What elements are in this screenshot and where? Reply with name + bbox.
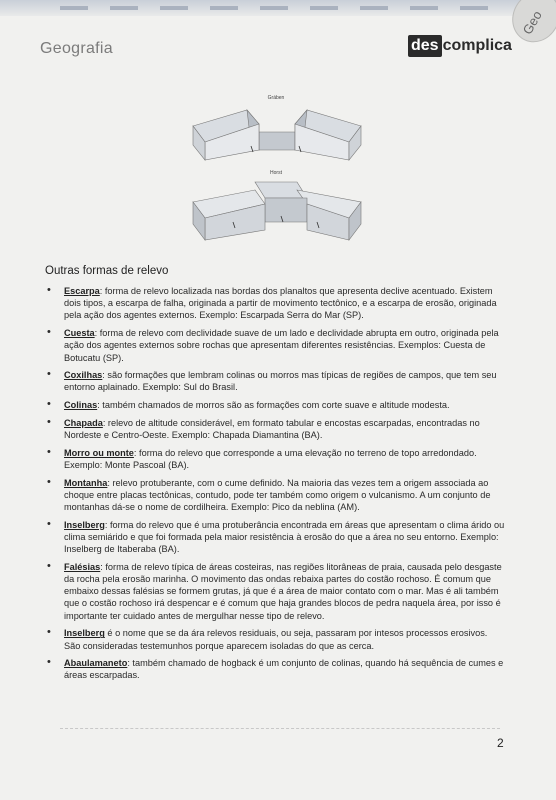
graben-block xyxy=(193,110,361,160)
footer-divider xyxy=(60,728,500,729)
graben-label: Gráben xyxy=(267,95,285,101)
list-item xyxy=(45,519,505,556)
term-label: Cuesta xyxy=(64,328,95,339)
bullet-icon: • xyxy=(47,284,51,296)
list-item xyxy=(45,477,505,514)
term-label: Inselberg xyxy=(64,519,105,530)
relief-forms-list xyxy=(45,285,505,687)
logo-text: complica xyxy=(442,37,512,54)
term-label: Colinas xyxy=(64,400,98,411)
term-description: : relevo de altitude considerável, em formato tabular e encostas escarpadas, encontradas no Nordeste e Centro-Oeste. Exemplo: Chapada Diamantina (BA). xyxy=(64,417,480,441)
term-description: : relevo protuberante, com o cume definido. Na maioria das vezes tem a origem associada ao choque entre placas tectônicas, contudo, pode ter também como origem o vulcanismo. A um conjunto de montanhas dá-se o nome de cordilheira. Exemplo: Pico da neblina (AM). xyxy=(64,477,491,513)
logo-box: des xyxy=(408,35,442,57)
term-label: Coxilhas xyxy=(64,370,103,381)
list-item xyxy=(45,327,505,364)
term-description: : forma de relevo típica de áreas costeiras, nas regiões litorâneas de praia, causada pelo desgaste da rocha pela erosão marinha. O movimento das ondas rebaixa partes do costão rochoso. É comum que embaixo dessas falésias se formem grutas, já que é a área de maior contato com o mar. Mas é ali também que o costão rochoso irá despencar e é comum que haja grandes blocos de pedra naquela área, por isso é importante ter cuidado antes de mergulhar nesse tipo de relevo. xyxy=(64,561,502,621)
term-label: Morro ou monte xyxy=(64,447,134,458)
list-item xyxy=(45,399,505,411)
list-item xyxy=(45,285,505,322)
term-description: : forma do relevo que é uma protuberância encontrada em áreas que apresentam o clima árido ou clima semiárido e que foi formada pela maior resistência à erosão do que a área no seu entorno. Exemplo: Inselberg de Itaberaba (BA). xyxy=(64,519,505,555)
bullet-icon: • xyxy=(47,368,51,381)
term-label: Montanha xyxy=(64,477,108,488)
term-label: Abaulamaneto xyxy=(64,658,128,669)
list-item xyxy=(45,561,505,622)
horst-label: Horst xyxy=(270,170,282,176)
bullet-icon: • xyxy=(47,475,51,488)
page-number: 2 xyxy=(497,736,504,750)
term-description: é o nome que se da ára relevos residuais, ou seja, passaram por intesos processos erosivos. São consideradas testemunhos porque aparecem isoladas do que as cerca. xyxy=(64,628,488,651)
term-description: : forma do relevo que corresponde a uma elevação no terreno de topo arredondado. Exemplo: Monte Pascoal (BA). xyxy=(64,447,477,470)
term-description: : são formações que lembram colinas ou morros mas típicas de regiões de campos, que tem seu entorno aplainado. Exemplo: Sul do Brasil. xyxy=(64,370,497,393)
section-title: Outras formas de relevo xyxy=(45,265,169,277)
bullet-icon: • xyxy=(47,326,51,339)
term-label: Chapada xyxy=(64,417,103,428)
bullet-icon: • xyxy=(47,398,51,411)
list-item xyxy=(45,417,505,441)
bullet-icon: • xyxy=(47,656,51,669)
bullet-icon: • xyxy=(47,626,51,639)
list-item xyxy=(45,369,505,393)
term-label: Escarpa xyxy=(64,286,100,296)
list-item xyxy=(45,657,505,681)
term-description: : também chamados de morros são as formações com corte suave e altitude modesta. xyxy=(97,400,450,411)
subject-title: Geografia xyxy=(40,40,113,57)
term-description: : forma de relevo localizada nas bordas dos planaltos que apresenta declive acentuado. Existem dois tipos, a escarpa de falha, originada a partir de movimento tectônico, e a escarpa de erosão, originada pela ação dos agentes externos. Exemplo: Escarpada Serra do Mar (SP). xyxy=(64,286,497,321)
bullet-icon: • xyxy=(47,559,51,572)
graben-horst-diagram xyxy=(185,90,367,250)
bullet-icon: • xyxy=(47,517,51,530)
term-label: Falésias xyxy=(64,561,101,572)
list-item xyxy=(45,627,505,651)
bullet-icon: • xyxy=(47,415,51,428)
corner-subject-tab: Geo xyxy=(503,0,556,51)
term-description: : também chamado de hogback é um conjunto de colinas, quando há sequência de cumes e áreas escarpadas. xyxy=(64,658,504,681)
term-description: : forma de relevo com declividade suave de um lado e declividade abrupta em outro, originada pela ação dos agentes externos sobre rochas que apresentam diferentes resistências. Exemplos: Cuesta de Botucatu (SP). xyxy=(64,328,499,363)
list-item xyxy=(45,447,505,471)
horst-block xyxy=(193,182,361,240)
bullet-icon: • xyxy=(47,445,51,458)
top-binding-strip xyxy=(0,0,556,16)
term-label: Inselberg xyxy=(64,628,105,639)
brand-logo xyxy=(408,35,512,57)
